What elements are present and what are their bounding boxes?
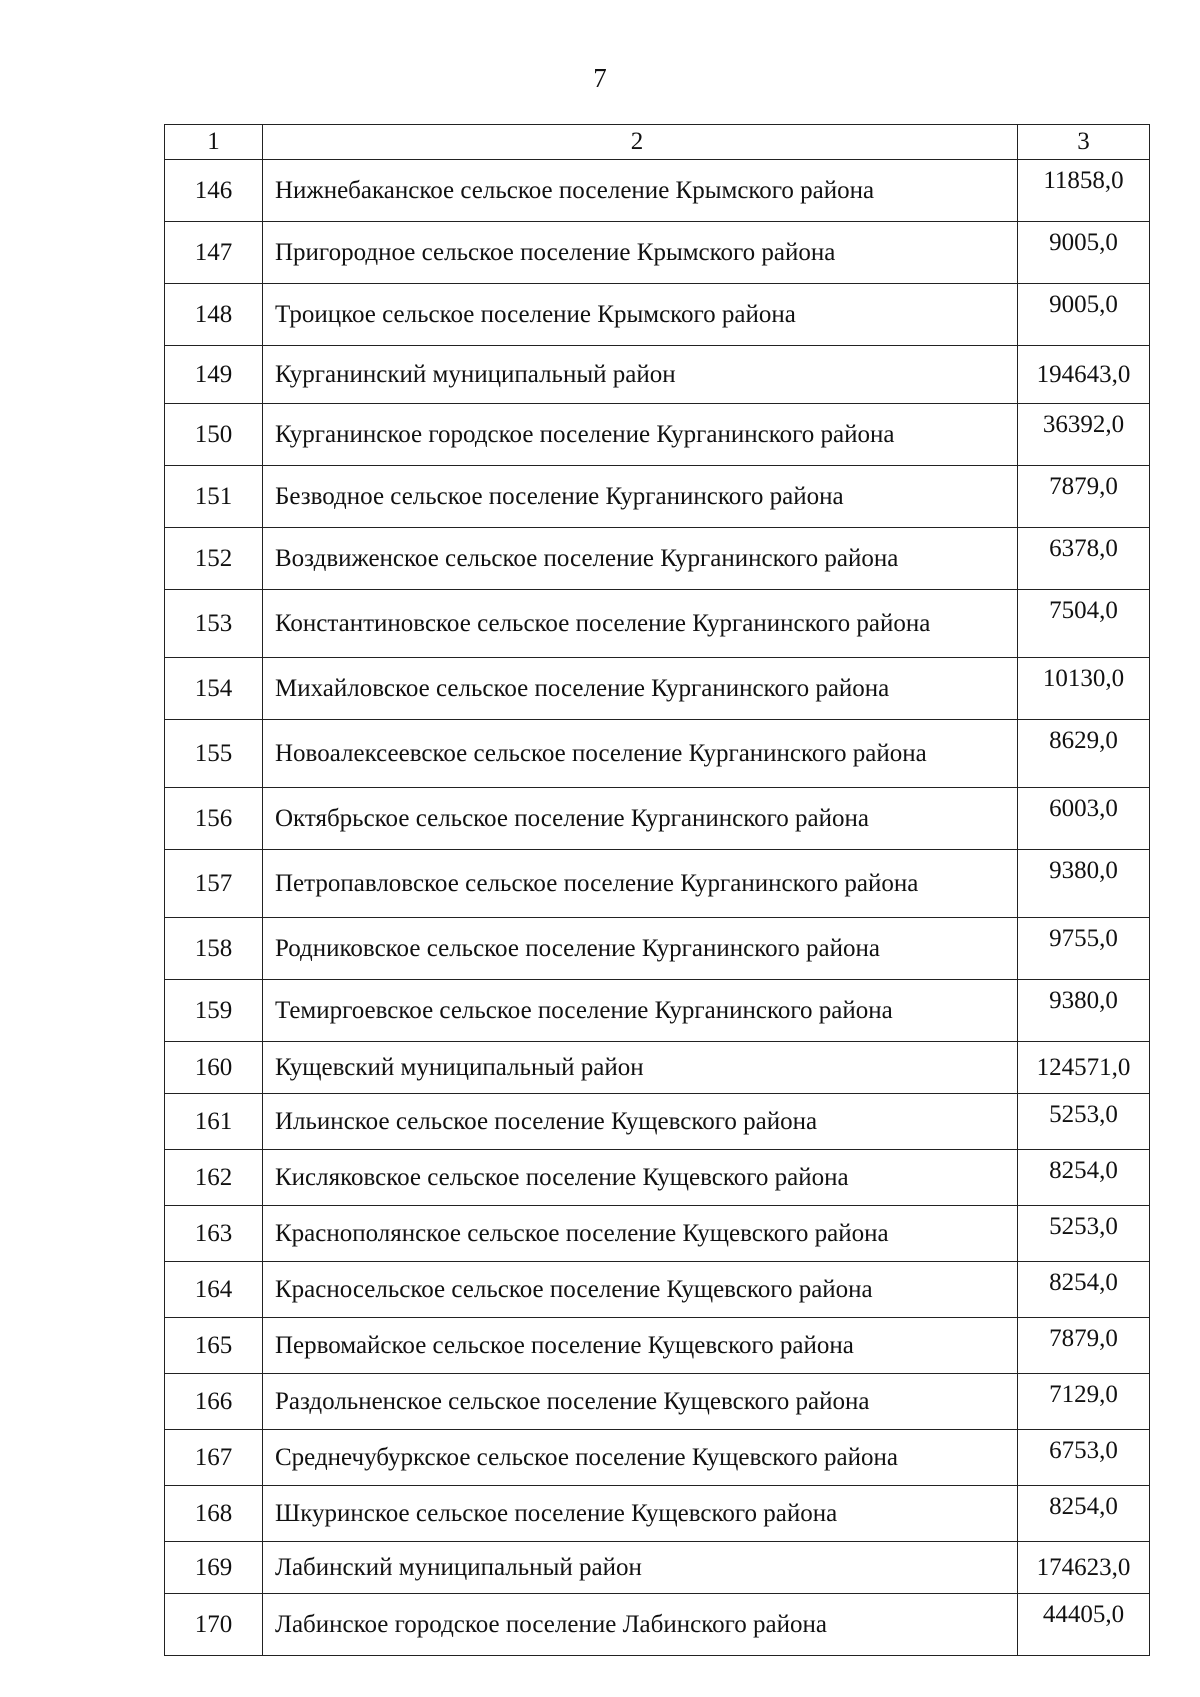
table-row <box>165 1430 1150 1486</box>
settlement-name: Среднечубуркское сельское поселение Кущевского района <box>263 1430 1018 1486</box>
table-row <box>165 1150 1150 1206</box>
amount-value: 6003,0 <box>1018 788 1150 850</box>
settlement-name: Октябрьское сельское поселение Курганинского района <box>263 788 1018 850</box>
row-number: 147 <box>165 222 263 284</box>
row-number: 156 <box>165 788 263 850</box>
row-number: 165 <box>165 1318 263 1374</box>
row-number: 163 <box>165 1206 263 1262</box>
table-row <box>165 590 1150 658</box>
row-number: 152 <box>165 528 263 590</box>
row-number: 166 <box>165 1374 263 1430</box>
table-row <box>165 980 1150 1042</box>
table-row <box>165 1486 1150 1542</box>
table-row <box>165 1094 1150 1150</box>
amount-value: 11858,0 <box>1018 160 1150 222</box>
row-number: 162 <box>165 1150 263 1206</box>
column-header-2: 2 <box>263 125 1018 160</box>
amount-value: 9005,0 <box>1018 284 1150 346</box>
row-number: 154 <box>165 658 263 720</box>
table-row <box>165 528 1150 590</box>
amount-value: 5253,0 <box>1018 1206 1150 1262</box>
amount-value: 44405,0 <box>1018 1594 1150 1656</box>
amount-value: 9005,0 <box>1018 222 1150 284</box>
row-number: 164 <box>165 1262 263 1318</box>
settlement-name: Новоалексеевское сельское поселение Курганинского района <box>263 720 1018 788</box>
settlement-name: Троицкое сельское поселение Крымского района <box>263 284 1018 346</box>
amount-value: 36392,0 <box>1018 404 1150 466</box>
table-row <box>165 1042 1150 1094</box>
row-number: 157 <box>165 850 263 918</box>
settlement-name: Кисляковское сельское поселение Кущевского района <box>263 1150 1018 1206</box>
table-row <box>165 1206 1150 1262</box>
row-number: 160 <box>165 1042 263 1094</box>
table-row <box>165 222 1150 284</box>
table-row <box>165 346 1150 404</box>
settlement-name: Красносельское сельское поселение Кущевского района <box>263 1262 1018 1318</box>
amount-value: 9380,0 <box>1018 980 1150 1042</box>
row-number: 158 <box>165 918 263 980</box>
amount-value: 7129,0 <box>1018 1374 1150 1430</box>
row-number: 167 <box>165 1430 263 1486</box>
row-number: 149 <box>165 346 263 404</box>
row-number: 159 <box>165 980 263 1042</box>
amount-value: 6378,0 <box>1018 528 1150 590</box>
row-number: 148 <box>165 284 263 346</box>
settlement-name: Михайловское сельское поселение Курганинского района <box>263 658 1018 720</box>
amount-value: 194643,0 <box>1018 346 1150 404</box>
row-number: 146 <box>165 160 263 222</box>
table-row <box>165 404 1150 466</box>
row-number: 155 <box>165 720 263 788</box>
row-number: 170 <box>165 1594 263 1656</box>
settlement-name: Темиргоевское сельское поселение Курганинского района <box>263 980 1018 1042</box>
table-row <box>165 466 1150 528</box>
amount-value: 8629,0 <box>1018 720 1150 788</box>
table-row <box>165 658 1150 720</box>
settlement-name: Пригородное сельское поселение Крымского района <box>263 222 1018 284</box>
table-header-row <box>165 125 1150 160</box>
table-row <box>165 1594 1150 1656</box>
settlement-name: Курганинское городское поселение Курганинского района <box>263 404 1018 466</box>
amount-value: 8254,0 <box>1018 1262 1150 1318</box>
settlement-name: Первомайское сельское поселение Кущевского района <box>263 1318 1018 1374</box>
page-number: 7 <box>593 63 607 93</box>
amount-value: 8254,0 <box>1018 1150 1150 1206</box>
amount-value: 8254,0 <box>1018 1486 1150 1542</box>
table-row <box>165 720 1150 788</box>
amount-value: 9755,0 <box>1018 918 1150 980</box>
settlement-name: Константиновское сельское поселение Курганинского района <box>263 590 1018 658</box>
settlement-name: Воздвиженское сельское поселение Курганинского района <box>263 528 1018 590</box>
settlement-name: Ильинское сельское поселение Кущевского района <box>263 1094 1018 1150</box>
amount-value: 174623,0 <box>1018 1542 1150 1594</box>
table-row <box>165 918 1150 980</box>
amount-value: 124571,0 <box>1018 1042 1150 1094</box>
row-number: 150 <box>165 404 263 466</box>
amount-value: 7879,0 <box>1018 466 1150 528</box>
settlement-name: Раздольненское сельское поселение Кущевского района <box>263 1374 1018 1430</box>
table-row <box>165 1262 1150 1318</box>
row-number: 153 <box>165 590 263 658</box>
settlement-name: Краснополянское сельское поселение Кущевского района <box>263 1206 1018 1262</box>
table-row <box>165 788 1150 850</box>
settlement-name: Лабинский муниципальный район <box>263 1542 1018 1594</box>
settlement-name: Петропавловское сельское поселение Курганинского района <box>263 850 1018 918</box>
table-row <box>165 284 1150 346</box>
settlement-name: Нижнебаканское сельское поселение Крымского района <box>263 160 1018 222</box>
table-row <box>165 1374 1150 1430</box>
settlement-name: Родниковское сельское поселение Курганинского района <box>263 918 1018 980</box>
settlement-name: Курганинский муниципальный район <box>263 346 1018 404</box>
column-header-1: 1 <box>165 125 263 160</box>
amount-value: 5253,0 <box>1018 1094 1150 1150</box>
row-number: 169 <box>165 1542 263 1594</box>
amount-value: 10130,0 <box>1018 658 1150 720</box>
settlement-name: Лабинское городское поселение Лабинского района <box>263 1594 1018 1656</box>
column-header-3: 3 <box>1018 125 1150 160</box>
settlement-name: Кущевский муниципальный район <box>263 1042 1018 1094</box>
table-row <box>165 850 1150 918</box>
row-number: 161 <box>165 1094 263 1150</box>
amount-value: 6753,0 <box>1018 1430 1150 1486</box>
settlement-name: Шкуринское сельское поселение Кущевского района <box>263 1486 1018 1542</box>
row-number: 151 <box>165 466 263 528</box>
allocation-table <box>164 124 1150 1656</box>
table-row <box>165 1318 1150 1374</box>
amount-value: 9380,0 <box>1018 850 1150 918</box>
amount-value: 7504,0 <box>1018 590 1150 658</box>
table-row <box>165 1542 1150 1594</box>
table-row <box>165 160 1150 222</box>
row-number: 168 <box>165 1486 263 1542</box>
amount-value: 7879,0 <box>1018 1318 1150 1374</box>
settlement-name: Безводное сельское поселение Курганинского района <box>263 466 1018 528</box>
